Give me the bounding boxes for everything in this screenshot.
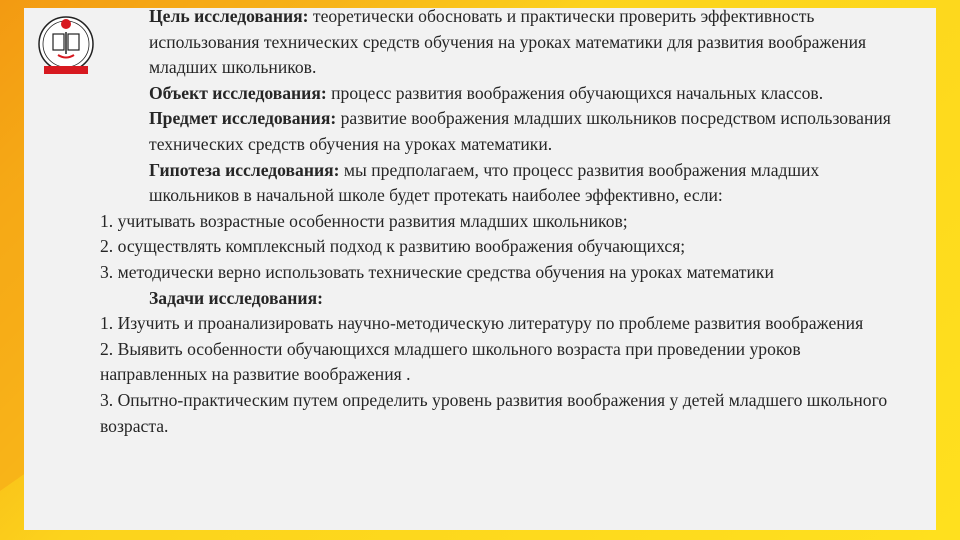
task-item: 3. Опытно-практическим путем определить уровень развития воображения у детей младшего школьного возраста. xyxy=(100,389,888,436)
object-paragraph xyxy=(100,81,912,107)
hypothesis-paragraph xyxy=(100,158,912,209)
task-item: 2. Выявить особенности обучающихся младшего школьного возраста при проведении уроков направленных на развитие воображения . xyxy=(100,338,801,385)
hypothesis-item: 2. осуществлять комплексный подход к развитию воображения обучающихся; xyxy=(100,236,686,257)
goal-paragraph xyxy=(100,4,912,81)
object-text: процесс развития воображения обучающихся начальных классов. xyxy=(326,82,824,103)
subject-label: Предмет исследования: xyxy=(149,108,337,129)
goal-label: Цель исследования: xyxy=(149,6,309,26)
hypothesis-item: 1. учитывать возрастные особенности развития младших школьников; xyxy=(100,210,628,231)
subject-text: развитие воображения младших школьников посредством использования технических средств обучения на уроках математики. xyxy=(149,108,891,154)
school-logo-icon xyxy=(36,14,96,80)
tasks-label: Задачи исследования: xyxy=(149,287,323,308)
object-label: Объект исследования: xyxy=(149,82,327,103)
hypothesis-item: 3. методически верно использовать технические средства обучения на уроках математики xyxy=(100,261,774,282)
research-description xyxy=(100,4,912,439)
subject-paragraph xyxy=(100,106,912,157)
task-item: 1. Изучить и проанализировать научно-методическую литературу по проблеме развития воображения xyxy=(100,313,864,334)
hypothesis-text: мы предполагаем, что процесс развития воображения младших школьников в начальной школе будет протекать наиболее эффективно, если: xyxy=(149,159,820,206)
hypothesis-label: Гипотеза исследования: xyxy=(149,159,340,180)
goal-text: теоретически обосновать и практически проверить эффективность использования технических средств обучения на уроках математики для развития воображения младших школьников. xyxy=(149,6,867,78)
